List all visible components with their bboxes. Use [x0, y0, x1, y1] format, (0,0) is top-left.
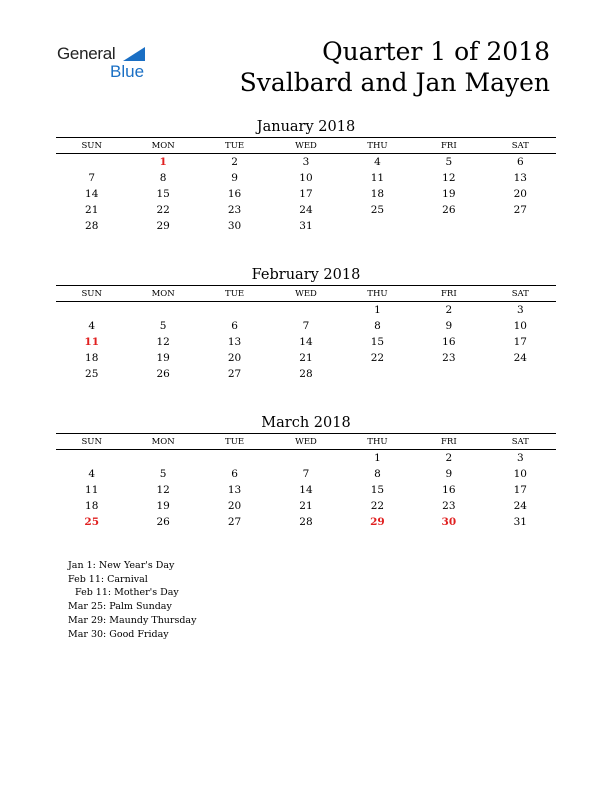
holiday-item: Mar 30: Good Friday: [68, 628, 169, 640]
week-row: [56, 318, 556, 334]
day-cell: 3: [516, 304, 524, 316]
day-cell: 13: [227, 484, 242, 496]
day-cell: 6: [516, 156, 524, 168]
weekday-label: WED: [295, 288, 317, 299]
weekday-label: THU: [367, 140, 388, 151]
weekday-label: TUE: [225, 140, 245, 151]
day-cell: 27: [227, 368, 242, 380]
holiday-day-cell: 25: [84, 516, 100, 528]
day-cell: 22: [370, 500, 385, 512]
day-cell: 29: [156, 220, 170, 232]
holiday-list: [68, 559, 196, 641]
week-row: [56, 154, 556, 170]
month-calendar: [56, 117, 556, 234]
week-row: [56, 170, 556, 186]
day-cell: 15: [370, 484, 385, 496]
day-cell: 6: [231, 468, 238, 480]
day-cell: 16: [442, 336, 456, 348]
month-calendar: [56, 413, 556, 530]
day-cell: 9: [445, 320, 453, 332]
day-cell: 28: [299, 368, 313, 380]
holiday-day-cell: 1: [159, 156, 167, 168]
day-cell: 30: [227, 220, 242, 232]
day-cell: 2: [445, 452, 453, 464]
title-country: Svalbard and Jan Mayen: [239, 68, 550, 97]
day-cell: 7: [302, 468, 310, 480]
day-cell: 28: [299, 516, 313, 528]
week-row: [56, 514, 556, 530]
weekday-label: FRI: [441, 436, 457, 447]
day-cell: 17: [299, 188, 313, 200]
month-title: March 2018: [261, 415, 351, 431]
holiday-day-cell: 29: [370, 516, 385, 528]
day-cell: 10: [513, 468, 527, 480]
day-cell: 4: [88, 468, 96, 480]
day-cell: 2: [445, 304, 453, 316]
day-cell: 8: [159, 172, 167, 184]
day-cell: 26: [156, 516, 170, 528]
day-cell: 12: [442, 172, 456, 184]
month-calendar: [56, 265, 556, 382]
week-row: [56, 218, 556, 234]
weekday-label: TUE: [225, 436, 245, 447]
day-cell: 26: [156, 368, 170, 380]
day-cell: 9: [445, 468, 453, 480]
weekday-label: MON: [151, 140, 175, 151]
day-cell: 6: [231, 320, 238, 332]
day-cell: 13: [227, 336, 242, 348]
day-cell: 27: [513, 204, 527, 216]
day-cell: 22: [370, 352, 385, 364]
day-cell: 18: [370, 188, 385, 200]
day-cell: 18: [85, 352, 99, 364]
day-cell: 10: [513, 320, 527, 332]
day-cell: 26: [442, 204, 456, 216]
day-cell: 1: [374, 452, 381, 464]
logo-blue-text: Blue: [110, 62, 145, 81]
page-title: [240, 36, 550, 98]
day-cell: 13: [513, 172, 527, 184]
weekday-header: [56, 137, 556, 154]
week-row: [56, 498, 556, 514]
month-title: January 2018: [256, 119, 356, 135]
day-cell: 19: [156, 352, 170, 364]
weekday-label: FRI: [441, 140, 457, 151]
day-cell: 8: [374, 320, 381, 332]
holiday-item: Feb 11: Carnival: [68, 573, 148, 585]
weekday-label: SUN: [81, 140, 102, 151]
day-cell: 22: [156, 204, 170, 216]
weekday-label: MON: [151, 436, 175, 447]
holiday-item: Mar 29: Maundy Thursday: [68, 614, 197, 626]
week-row: [56, 302, 556, 318]
day-cell: 23: [442, 352, 456, 364]
weekday-header: [56, 433, 556, 450]
day-cell: 20: [513, 188, 527, 200]
week-row: [56, 350, 556, 366]
week-row: [56, 186, 556, 202]
day-cell: 18: [85, 500, 99, 512]
weekday-label: SUN: [81, 436, 102, 447]
holiday-item: Feb 11: Mother's Day: [75, 587, 179, 599]
week-row: [56, 482, 556, 498]
day-cell: 5: [159, 468, 167, 480]
day-cell: 14: [85, 188, 99, 200]
day-cell: 19: [156, 500, 170, 512]
weekday-label: THU: [367, 288, 388, 299]
day-cell: 2: [231, 156, 238, 168]
day-cell: 17: [513, 484, 527, 496]
day-cell: 12: [156, 484, 170, 496]
day-cell: 17: [513, 336, 527, 348]
day-cell: 19: [442, 188, 456, 200]
weekday-label: MON: [151, 288, 175, 299]
day-cell: 20: [227, 500, 242, 512]
day-cell: 23: [227, 204, 242, 216]
day-cell: 31: [513, 516, 527, 528]
week-row: [56, 466, 556, 482]
day-cell: 16: [227, 188, 242, 200]
day-cell: 24: [513, 500, 527, 512]
holiday-item: Jan 1: New Year's Day: [68, 560, 175, 571]
week-row: [56, 202, 556, 218]
day-cell: 3: [516, 452, 524, 464]
title-quarter: Quarter 1 of 2018: [322, 37, 550, 66]
day-cell: 7: [302, 320, 310, 332]
weekday-header: [56, 285, 556, 302]
day-cell: 9: [231, 172, 238, 184]
logo: [57, 44, 157, 82]
weekday-label: SUN: [81, 288, 102, 299]
holiday-day-cell: 30: [441, 516, 457, 528]
day-cell: 25: [370, 204, 385, 216]
day-cell: 21: [85, 204, 99, 216]
weekday-label: SAT: [511, 288, 529, 299]
day-cell: 15: [370, 336, 385, 348]
day-cell: 12: [156, 336, 170, 348]
day-cell: 24: [299, 204, 313, 216]
month-title: February 2018: [251, 267, 361, 283]
week-row: [56, 366, 556, 382]
day-cell: 5: [159, 320, 167, 332]
day-cell: 8: [374, 468, 381, 480]
weekday-label: SAT: [511, 140, 529, 151]
day-cell: 4: [88, 320, 96, 332]
day-cell: 11: [85, 484, 99, 496]
weekday-label: THU: [367, 436, 388, 447]
weekday-label: SAT: [511, 436, 529, 447]
day-cell: 11: [370, 172, 385, 184]
week-row: [56, 334, 556, 350]
day-cell: 24: [513, 352, 527, 364]
week-row: [56, 450, 556, 466]
day-cell: 14: [299, 484, 313, 496]
holiday-day-cell: 11: [84, 336, 100, 348]
day-cell: 28: [85, 220, 99, 232]
day-cell: 20: [227, 352, 242, 364]
day-cell: 31: [299, 220, 313, 232]
day-cell: 16: [442, 484, 456, 496]
day-cell: 1: [374, 304, 381, 316]
holiday-item: Mar 25: Palm Sunday: [68, 601, 172, 613]
day-cell: 5: [445, 156, 453, 168]
day-cell: 14: [299, 336, 313, 348]
day-cell: 4: [374, 156, 381, 168]
day-cell: 27: [227, 516, 242, 528]
logo-general-text: General: [57, 44, 116, 63]
day-cell: 3: [302, 156, 310, 168]
logo-triangle-icon: [123, 47, 145, 61]
day-cell: 21: [299, 352, 313, 364]
day-cell: 15: [156, 188, 170, 200]
day-cell: 25: [85, 368, 99, 380]
day-cell: 23: [442, 500, 456, 512]
weekday-label: WED: [295, 140, 317, 151]
day-cell: 21: [299, 500, 313, 512]
weekday-label: WED: [295, 436, 317, 447]
weekday-label: TUE: [225, 288, 245, 299]
day-cell: 10: [299, 172, 313, 184]
day-cell: 7: [88, 172, 96, 184]
weekday-label: FRI: [441, 288, 457, 299]
